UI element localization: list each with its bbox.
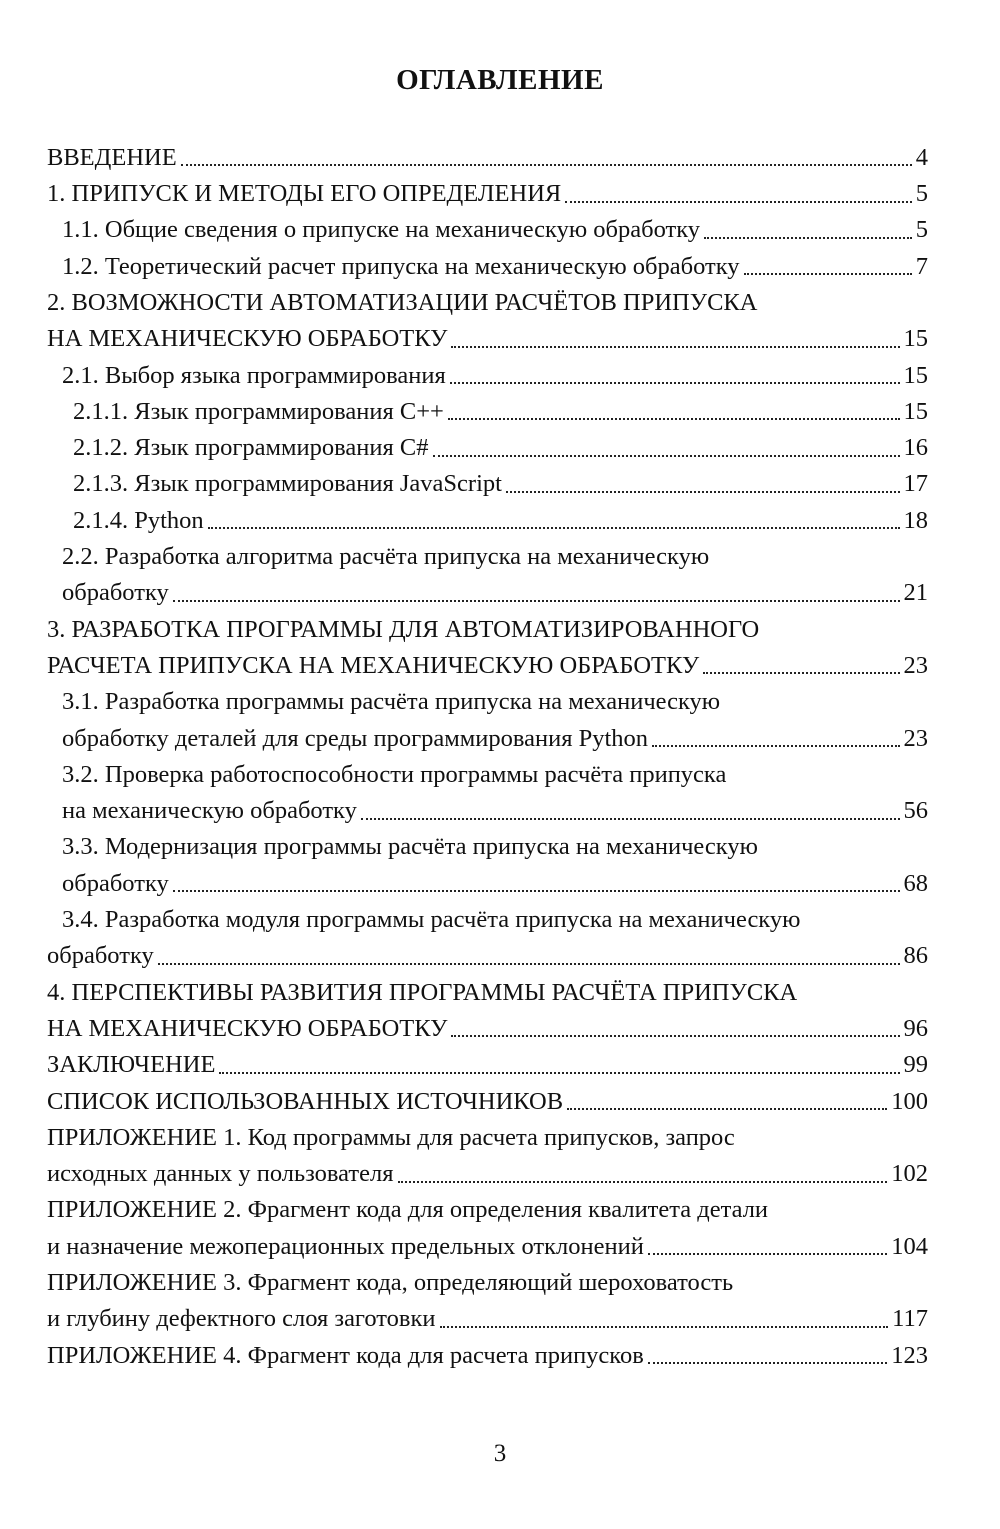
toc-entry-title: и назначение межоперационных предельных отклонений	[47, 1232, 644, 1260]
toc-entry-title: 3.3. Модернизация программы расчёта припуска на механическую	[62, 833, 758, 861]
dot-leader	[440, 1326, 889, 1328]
toc-entry	[0, 392, 928, 428]
toc-entry	[0, 138, 928, 174]
toc-entry-page: 18	[903, 506, 928, 534]
dot-leader	[648, 1362, 887, 1364]
toc-entry	[0, 1263, 928, 1299]
toc-entry	[0, 465, 928, 501]
toc-entry-title: НА МЕХАНИЧЕСКУЮ ОБРАБОТКУ	[47, 1014, 448, 1042]
dot-leader	[567, 1108, 887, 1110]
dot-leader	[648, 1253, 887, 1255]
toc-entry-title: 2.1.1. Язык программирования С++	[73, 397, 444, 425]
toc-entry-title: 1. ПРИПУСК И МЕТОДЫ ЕГО ОПРЕДЕЛЕНИЯ	[47, 180, 562, 208]
toc-entry-page: 86	[903, 942, 928, 970]
toc-entry-title: обработку деталей для среды программирования Python	[62, 724, 649, 752]
toc-entry-page: 17	[903, 470, 928, 498]
toc-entry	[0, 864, 928, 900]
toc-entry-title: 2.1.4. Python	[73, 506, 204, 534]
dot-leader	[506, 491, 900, 493]
toc-entry	[0, 646, 928, 682]
toc-entry-page: 5	[915, 216, 928, 244]
dot-leader	[208, 527, 900, 529]
toc-entry-page: 21	[903, 579, 928, 607]
toc-entry-page: 15	[903, 325, 928, 353]
dot-leader	[451, 1035, 899, 1037]
toc-entry	[0, 428, 928, 464]
toc-entry-page: 102	[891, 1160, 928, 1188]
toc-entry	[0, 1009, 928, 1045]
toc-entry-title: 2.1.2. Язык программирования С#	[73, 434, 429, 462]
dot-leader	[448, 418, 900, 420]
toc-entry-page: 23	[903, 651, 928, 679]
dot-leader	[173, 890, 900, 892]
page-title: ОГЛАВЛЕНИЕ	[396, 64, 604, 96]
dot-leader	[398, 1181, 888, 1183]
toc-entry	[0, 937, 928, 973]
toc-entry-page: 117	[892, 1305, 928, 1333]
toc-entry-title: на механическую обработку	[62, 797, 357, 825]
toc-entry	[0, 1154, 928, 1190]
toc-entry-page: 99	[903, 1051, 928, 1079]
toc-entry-title: обработку	[62, 579, 169, 607]
toc-entry-page: 96	[903, 1014, 928, 1042]
toc-entry	[0, 537, 928, 573]
toc-entry	[0, 211, 928, 247]
toc-entry	[0, 791, 928, 827]
toc-entry-title: ЗАКЛЮЧЕНИЕ	[47, 1051, 216, 1079]
toc-entry	[0, 574, 928, 610]
dot-leader	[703, 672, 899, 674]
toc-entry	[0, 1227, 928, 1263]
toc-entry-page: 104	[891, 1232, 928, 1260]
toc-entry	[0, 283, 928, 319]
toc-entry	[0, 719, 928, 755]
toc-entry-title: ПРИЛОЖЕНИЕ 4. Фрагмент кода для расчета припусков	[47, 1341, 644, 1369]
toc-entry-title: ПРИЛОЖЕНИЕ 1. Код программы для расчета припусков, запрос	[47, 1123, 735, 1151]
dot-leader	[704, 237, 912, 239]
toc-entry-title: ПРИЛОЖЕНИЕ 3. Фрагмент кода, определяющий шероховатость	[47, 1269, 734, 1296]
toc-entry	[0, 1336, 928, 1372]
dot-leader	[565, 201, 912, 203]
toc-entry	[0, 247, 928, 283]
toc-entry-title: 2.2. Разработка алгоритма расчёта припуска на механическую	[62, 543, 710, 571]
toc-entry-title: НА МЕХАНИЧЕСКУЮ ОБРАБОТКУ	[47, 325, 448, 353]
toc-entry	[0, 828, 928, 864]
toc-entry-page: 100	[891, 1087, 928, 1115]
toc-entry-page: 5	[915, 180, 928, 208]
dot-leader	[450, 382, 900, 384]
dot-leader	[219, 1072, 899, 1074]
dot-leader	[181, 164, 912, 166]
dot-leader	[652, 745, 899, 747]
toc-entry-title: ПРИЛОЖЕНИЕ 2. Фрагмент кода для определения квалитета детали	[47, 1196, 769, 1224]
toc-entry-title: 1.2. Теоретический расчет припуска на механическую обработку	[62, 252, 740, 280]
toc-entry-title: исходных данных у пользователя	[47, 1160, 394, 1188]
dot-leader	[158, 963, 900, 965]
toc-entry-page: 68	[903, 869, 928, 897]
toc-entry-title: 1.1. Общие сведения о припуске на механическую обработку	[62, 216, 701, 244]
table-of-contents	[0, 138, 1000, 1372]
toc-entry-page: 15	[903, 397, 928, 425]
toc-entry	[0, 973, 928, 1009]
dot-leader	[451, 346, 899, 348]
toc-entry-title: 3.1. Разработка программы расчёта припуска на механическую	[62, 688, 721, 716]
toc-entry-page: 56	[903, 797, 928, 825]
toc-entry	[0, 356, 928, 392]
toc-entry-title: и глубину дефектного слоя заготовки	[47, 1305, 436, 1333]
toc-entry-page: 7	[915, 252, 928, 280]
page-number: 3	[493, 1440, 507, 1467]
toc-entry	[0, 1118, 928, 1154]
toc-entry-title: обработку	[62, 869, 169, 897]
toc-entry-title: 2.1. Выбор языка программирования	[62, 361, 446, 389]
toc-entry	[0, 501, 928, 537]
toc-entry	[0, 682, 928, 718]
toc-entry-title: ВВЕДЕНИЕ	[47, 143, 177, 171]
toc-entry	[0, 1191, 928, 1227]
dot-leader	[173, 600, 900, 602]
toc-entry	[0, 319, 928, 355]
toc-entry	[0, 1300, 928, 1336]
toc-entry-page: 16	[903, 434, 928, 462]
toc-entry	[0, 610, 928, 646]
dot-leader	[361, 818, 900, 820]
toc-entry-title: обработку	[47, 942, 154, 970]
dot-leader	[433, 455, 900, 457]
toc-entry-title: 3.2. Проверка работоспособности программы расчёта припуска	[62, 760, 727, 788]
toc-entry-title: РАСЧЕТА ПРИПУСКА НА МЕХАНИЧЕСКУЮ ОБРАБОТКУ	[47, 651, 700, 679]
toc-entry-title: 3. РАЗРАБОТКА ПРОГРАММЫ ДЛЯ АВТОМАТИЗИРОВАННОГО	[47, 615, 760, 643]
toc-entry	[0, 900, 928, 936]
toc-entry	[0, 174, 928, 210]
toc-entry-title: 4. ПЕРСПЕКТИВЫ РАЗВИТИЯ ПРОГРАММЫ РАСЧЁТА ПРИПУСКА	[47, 978, 798, 1006]
toc-entry	[0, 755, 928, 791]
toc-entry-title: 2.1.3. Язык программирования JavaScript	[73, 470, 502, 498]
toc-entry-title: СПИСОК ИСПОЛЬЗОВАННЫХ ИСТОЧНИКОВ	[47, 1087, 564, 1115]
toc-entry-page: 4	[915, 143, 928, 171]
toc-entry	[0, 1045, 928, 1081]
toc-entry-page: 15	[903, 361, 928, 389]
toc-entry-title: 3.4. Разработка модуля программы расчёта припуска на механическую	[62, 906, 801, 934]
toc-entry-title: 2. ВОЗМОЖНОСТИ АВТОМАТИЗАЦИИ РАСЧЁТОВ ПРИПУСКА	[47, 288, 758, 316]
toc-entry-page: 123	[891, 1341, 928, 1369]
toc-entry-page: 23	[903, 724, 928, 752]
dot-leader	[744, 273, 912, 275]
toc-entry	[0, 1082, 928, 1118]
